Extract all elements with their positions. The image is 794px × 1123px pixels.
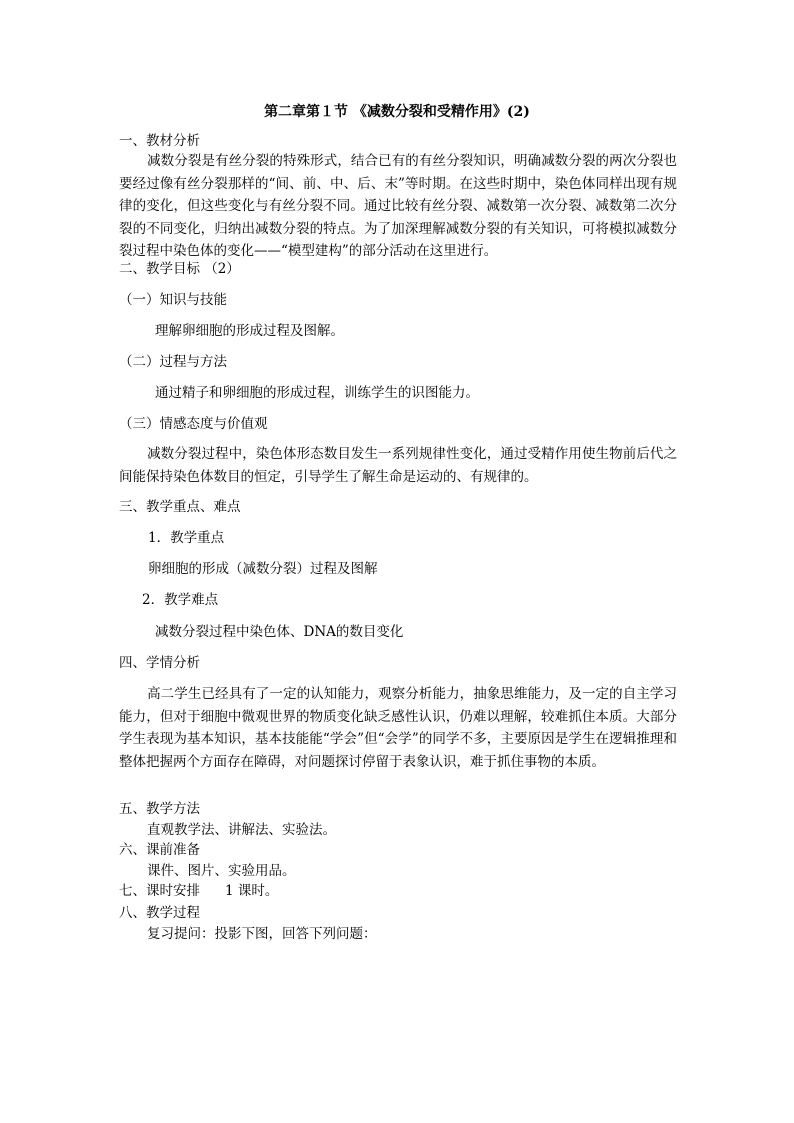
paragraph-text: 减数分裂过程中，染色体形态数目发生一系列规律性变化，通过受精作用使生物前后代之间能保持染色体数目的恒定，引导学生了解生命是运动的、有规律的。 bbox=[119, 446, 677, 485]
goal-heading-attitude: （三）情感态度与价值观 bbox=[119, 416, 268, 432]
section-heading-process: 八、教学过程 bbox=[119, 905, 200, 921]
section-heading-preparation: 六、课前准备 bbox=[119, 842, 200, 858]
section-heading-learner-analysis: 四、学情分析 bbox=[119, 655, 200, 671]
paragraph-text: 减数分裂是有丝分裂的特殊形式，结合已有的有丝分裂知识，明确减数分裂的两次分裂也要经过像有丝分裂那样的“间、前、中、后、末”等时期。在这些时期中，染色体同样出现有规律的变化，但这些变化与有丝分裂不同。通过比较有丝分裂、减数第一次分裂、减数第二次分裂的不同变化，归纳出减数分裂的特点。为了加深理解减数分裂的有关知识，可将模拟减数分裂过程中染色体的变化——“模型建构”的部分活动在这里进行。 bbox=[119, 153, 677, 259]
section-body-process: 复习提问：投影下图，回答下列问题： bbox=[147, 926, 377, 942]
section-body-schedule: 1 课时。 bbox=[225, 883, 279, 899]
section-heading-textbook-analysis: 一、教材分析 bbox=[119, 133, 200, 149]
section-heading-methods: 五、教学方法 bbox=[119, 801, 200, 817]
section-body-methods: 直观教学法、讲解法、实验法。 bbox=[147, 822, 336, 838]
difficulty-body: 减数分裂过程中染色体、DNA的数目变化 bbox=[155, 624, 404, 640]
goal-body-process: 通过精子和卵细胞的形成过程，训练学生的识图能力。 bbox=[155, 385, 479, 401]
goal-body-attitude bbox=[119, 443, 677, 488]
section-heading-teaching-goals: 二、教学目标 （2） bbox=[119, 261, 240, 277]
section-heading-schedule: 七、课时安排 bbox=[119, 883, 200, 899]
section-body-learner-analysis bbox=[119, 683, 677, 773]
key-point-heading: 1．教学重点 bbox=[148, 530, 225, 546]
section-body-preparation: 课件、图片、实验用品。 bbox=[147, 863, 296, 879]
paragraph-text: 高二学生已经具有了一定的认知能力，观察分析能力，抽象思维能力，及一定的自主学习能力，但对于细胞中微观世界的物质变化缺乏感性认识，仍难以理解，较难抓住本质。大部分学生表现为基本知识，基本技能能“学会”但“会学”的同学不多，主要原因是学生在逻辑推理和整体把握两个方面存在障碍，对问题探讨停留于表象认识，难于抓住事物的本质。 bbox=[119, 686, 677, 770]
section-body-textbook-analysis bbox=[119, 150, 677, 263]
goal-body-knowledge: 理解卵细胞的形成过程及图解。 bbox=[155, 323, 344, 339]
goal-heading-process: （二）过程与方法 bbox=[119, 354, 227, 370]
goal-heading-knowledge: （一）知识与技能 bbox=[119, 292, 227, 308]
section-heading-key-points: 三、教学重点、难点 bbox=[119, 499, 241, 515]
key-point-body: 卵细胞的形成（减数分裂）过程及图解 bbox=[148, 561, 378, 577]
difficulty-heading: 2．教学难点 bbox=[142, 592, 219, 608]
document-title: 第二章第１节 《减数分裂和受精作用》(2) bbox=[264, 104, 530, 120]
